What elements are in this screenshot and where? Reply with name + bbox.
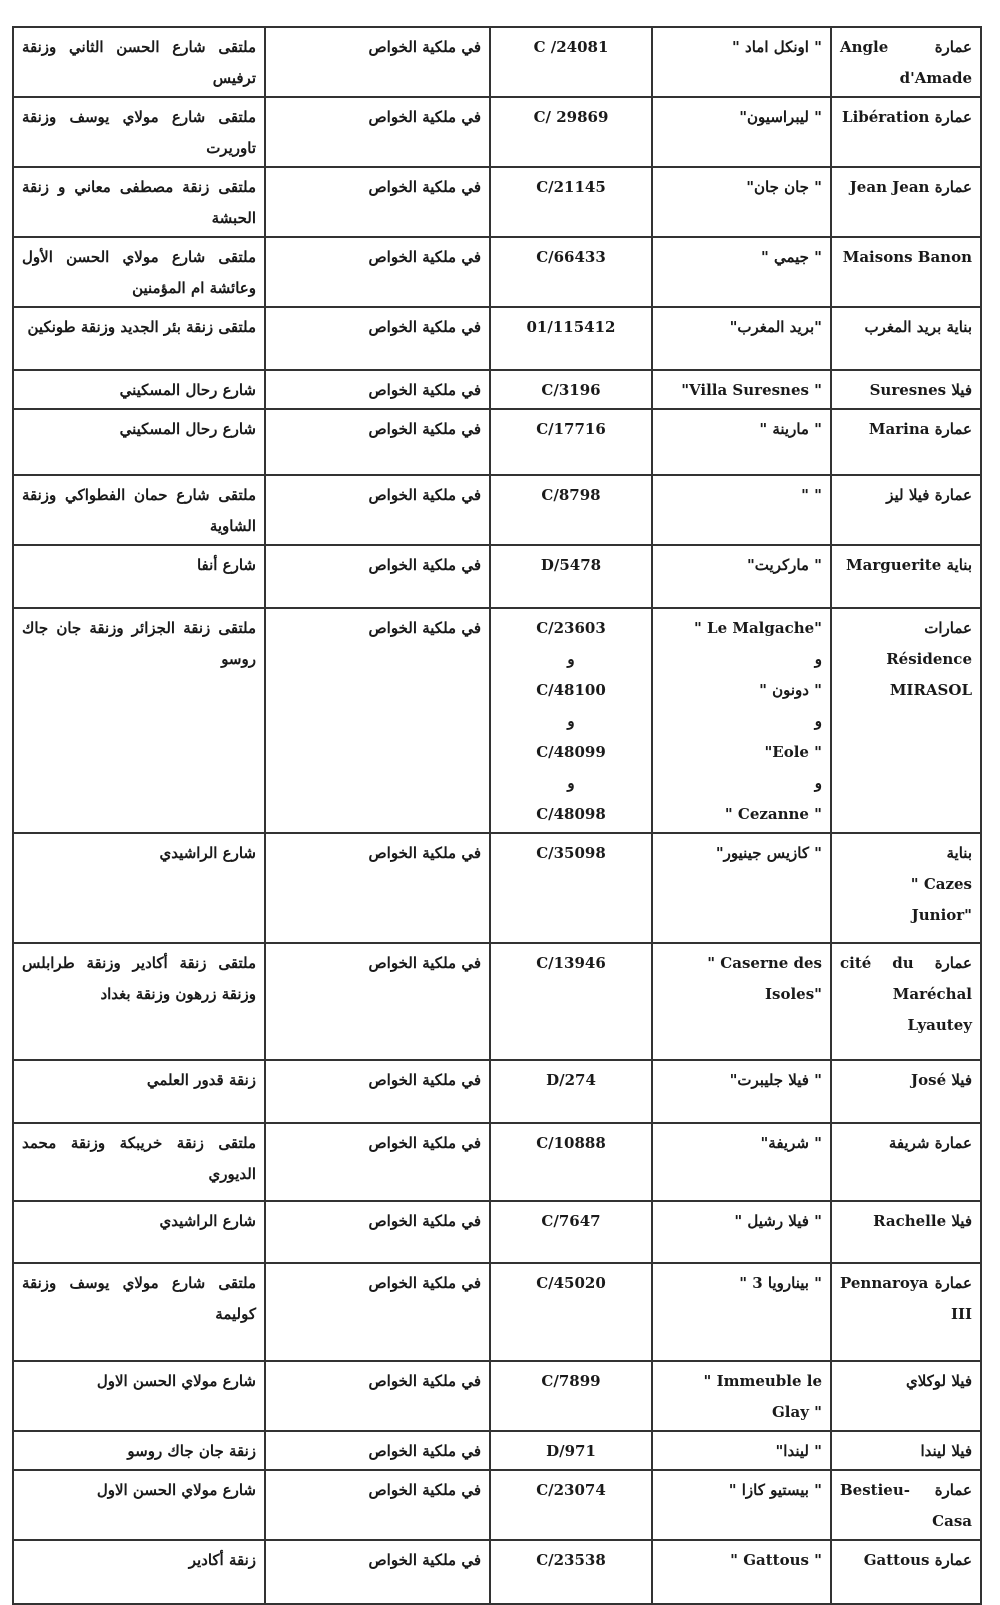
table-row	[13, 545, 981, 608]
address-cell: ملتقى شارع الحسن الثاني وزنقة ترفيس	[13, 27, 265, 97]
table-row	[13, 167, 981, 237]
building-name-cell: عمارة فيلا ليز	[831, 475, 981, 545]
address-cell: ملتقى زنقة خريبكة وزنقة محمد الديوري	[13, 1123, 265, 1201]
building-name-cell: بناية Cazes " "Junior	[831, 833, 981, 943]
common-name-cell: " فيلا جليبرت"	[652, 1060, 831, 1123]
ownership-cell: في ملكية الخواص	[265, 833, 490, 943]
building-name-cell: Maisons Banon	[831, 237, 981, 307]
table-row	[13, 409, 981, 475]
table-body	[13, 27, 981, 1604]
reference-number-cell: C/13946	[490, 943, 652, 1060]
common-name-cell: " بيستيو كازا "	[652, 1470, 831, 1540]
ownership-cell: في ملكية الخواص	[265, 1431, 490, 1470]
reference-number-cell: C/45020	[490, 1263, 652, 1361]
address-cell: شارع رحال المسكيني	[13, 409, 265, 475]
address-cell: ملتقى زنقة الجزائر وزنقة جان جاك روسو	[13, 608, 265, 833]
address-cell: شارع رحال المسكيني	[13, 370, 265, 409]
common-name-cell: " بينارويا 3 "	[652, 1263, 831, 1361]
ownership-cell: في ملكية الخواص	[265, 1123, 490, 1201]
common-name-cell: "بريد المغرب"	[652, 307, 831, 370]
table-row	[13, 370, 981, 409]
address-cell: زنقة جان جاك روسو	[13, 1431, 265, 1470]
common-name-cell: " جان جان"	[652, 167, 831, 237]
address-cell: زنقة قدور العلمي	[13, 1060, 265, 1123]
building-name-cell: بناية بريد المغرب	[831, 307, 981, 370]
building-name-cell: عمارة Marina	[831, 409, 981, 475]
building-name-cell: عمارة cité du Maréchal Lyautey	[831, 943, 981, 1060]
address-cell: ملتقى شارع مولاي يوسف وزنقة تاوريرت	[13, 97, 265, 167]
ownership-cell: في ملكية الخواص	[265, 475, 490, 545]
common-name-cell: " Gattous "	[652, 1540, 831, 1604]
address-cell: ملتقى زنقة أكادير وزنقة طرابلس وزنقة زرهون وزنقة بغداد	[13, 943, 265, 1060]
reference-number-cell: D/5478	[490, 545, 652, 608]
building-name-cell: عمارة Bestieu-Casa	[831, 1470, 981, 1540]
reference-number-cell: C/ 29869	[490, 97, 652, 167]
common-name-cell: " "	[652, 475, 831, 545]
table-row	[13, 1540, 981, 1604]
ownership-cell: في ملكية الخواص	[265, 608, 490, 833]
reference-number-cell: 01/115412	[490, 307, 652, 370]
address-cell: ملتقى شارع مولاي يوسف وزنقة كوليمة	[13, 1263, 265, 1361]
table-row	[13, 943, 981, 1060]
building-name-cell: عمارة Pennaroya III	[831, 1263, 981, 1361]
common-name-cell: " اونكل اماد "	[652, 27, 831, 97]
common-name-cell: " ليندا"	[652, 1431, 831, 1470]
address-cell: شارع مولاي الحسن الاول	[13, 1361, 265, 1431]
ownership-cell: في ملكية الخواص	[265, 1540, 490, 1604]
address-cell: شارع الراشيدي	[13, 1201, 265, 1263]
table-row	[13, 833, 981, 943]
table-row	[13, 1123, 981, 1201]
ownership-cell: في ملكية الخواص	[265, 307, 490, 370]
table-row	[13, 608, 981, 833]
reference-number-cell: C/17716	[490, 409, 652, 475]
building-name-cell: عمارة Libération	[831, 97, 981, 167]
building-name-cell: عمارة Angle d'Amade	[831, 27, 981, 97]
reference-number-cell: C/23538	[490, 1540, 652, 1604]
reference-number-cell: C/10888	[490, 1123, 652, 1201]
table-row	[13, 97, 981, 167]
reference-number-cell: C/21145	[490, 167, 652, 237]
reference-number-cell: C /24081	[490, 27, 652, 97]
building-name-cell: عمارة Jean Jean	[831, 167, 981, 237]
table-row	[13, 1263, 981, 1361]
reference-number-cell: C/7899	[490, 1361, 652, 1431]
ownership-cell: في ملكية الخواص	[265, 27, 490, 97]
table-row	[13, 237, 981, 307]
table-row	[13, 475, 981, 545]
common-name-cell: " مارينة "	[652, 409, 831, 475]
ownership-cell: في ملكية الخواص	[265, 409, 490, 475]
reference-number-cell: C/8798	[490, 475, 652, 545]
building-name-cell: فيلا Rachelle	[831, 1201, 981, 1263]
common-name-cell: " ماركريت"	[652, 545, 831, 608]
table-row	[13, 1431, 981, 1470]
ownership-cell: في ملكية الخواص	[265, 237, 490, 307]
ownership-cell: في ملكية الخواص	[265, 545, 490, 608]
building-name-cell: بناية Marguerite	[831, 545, 981, 608]
ownership-cell: في ملكية الخواص	[265, 1263, 490, 1361]
reference-number-cell: C/7647	[490, 1201, 652, 1263]
building-name-cell: عمارة شريفة	[831, 1123, 981, 1201]
common-name-cell: " كازيس جينيور"	[652, 833, 831, 943]
building-name-cell: عمارة Gattous	[831, 1540, 981, 1604]
common-name-cell: " شريفة"	[652, 1123, 831, 1201]
building-name-cell: فيلا لوكلاي	[831, 1361, 981, 1431]
ownership-cell: في ملكية الخواص	[265, 97, 490, 167]
reference-number-cell: C/23074	[490, 1470, 652, 1540]
common-name-cell: " جيمي "	[652, 237, 831, 307]
common-name-cell: " ليبراسيون"	[652, 97, 831, 167]
ownership-cell: في ملكية الخواص	[265, 1060, 490, 1123]
ownership-cell: في ملكية الخواص	[265, 943, 490, 1060]
reference-number-cell: C/35098	[490, 833, 652, 943]
common-name-cell: " فيلا رشيل "	[652, 1201, 831, 1263]
reference-number-cell: C/66433	[490, 237, 652, 307]
ownership-cell: في ملكية الخواص	[265, 1201, 490, 1263]
table-row	[13, 1470, 981, 1540]
buildings-table	[12, 26, 982, 1605]
table-row	[13, 1201, 981, 1263]
ownership-cell: في ملكية الخواص	[265, 370, 490, 409]
table-row	[13, 1361, 981, 1431]
address-cell: شارع الراشيدي	[13, 833, 265, 943]
ownership-cell: في ملكية الخواص	[265, 1361, 490, 1431]
reference-number-cell: C/3196	[490, 370, 652, 409]
common-name-cell: "Le Malgache " و " دونون " و " Eole" و " Cezanne "	[652, 608, 831, 833]
ownership-cell: في ملكية الخواص	[265, 167, 490, 237]
address-cell: ملتقى شارع مولاي الحسن الأول وعائشة ام المؤمنين	[13, 237, 265, 307]
common-name-cell: Immeuble le " " Glay	[652, 1361, 831, 1431]
address-cell: ملتقى زنقة مصطفى معاني و زنقة الحبشة	[13, 167, 265, 237]
address-cell: ملتقى زنقة بئر الجديد وزنقة طونكين	[13, 307, 265, 370]
ownership-cell: في ملكية الخواص	[265, 1470, 490, 1540]
common-name-cell: " Villa Suresnes"	[652, 370, 831, 409]
building-name-cell: فيلا Suresnes	[831, 370, 981, 409]
building-name-cell: فيلا ليندا	[831, 1431, 981, 1470]
common-name-cell: Caserne des " "Isoles	[652, 943, 831, 1060]
address-cell: شارع مولاي الحسن الاول	[13, 1470, 265, 1540]
reference-number-cell: D/971	[490, 1431, 652, 1470]
address-cell: زنقة أكادير	[13, 1540, 265, 1604]
building-name-cell: فيلا José	[831, 1060, 981, 1123]
table-row	[13, 307, 981, 370]
address-cell: ملتقى شارع حمان الفطواكي وزنقة الشاوية	[13, 475, 265, 545]
table-row	[13, 1060, 981, 1123]
reference-number-cell: C/23603 و C/48100 و C/48099 و C/48098	[490, 608, 652, 833]
reference-number-cell: D/274	[490, 1060, 652, 1123]
building-name-cell: عمارات Résidence MIRASOL	[831, 608, 981, 833]
address-cell: شارع أنفا	[13, 545, 265, 608]
table-row	[13, 27, 981, 97]
